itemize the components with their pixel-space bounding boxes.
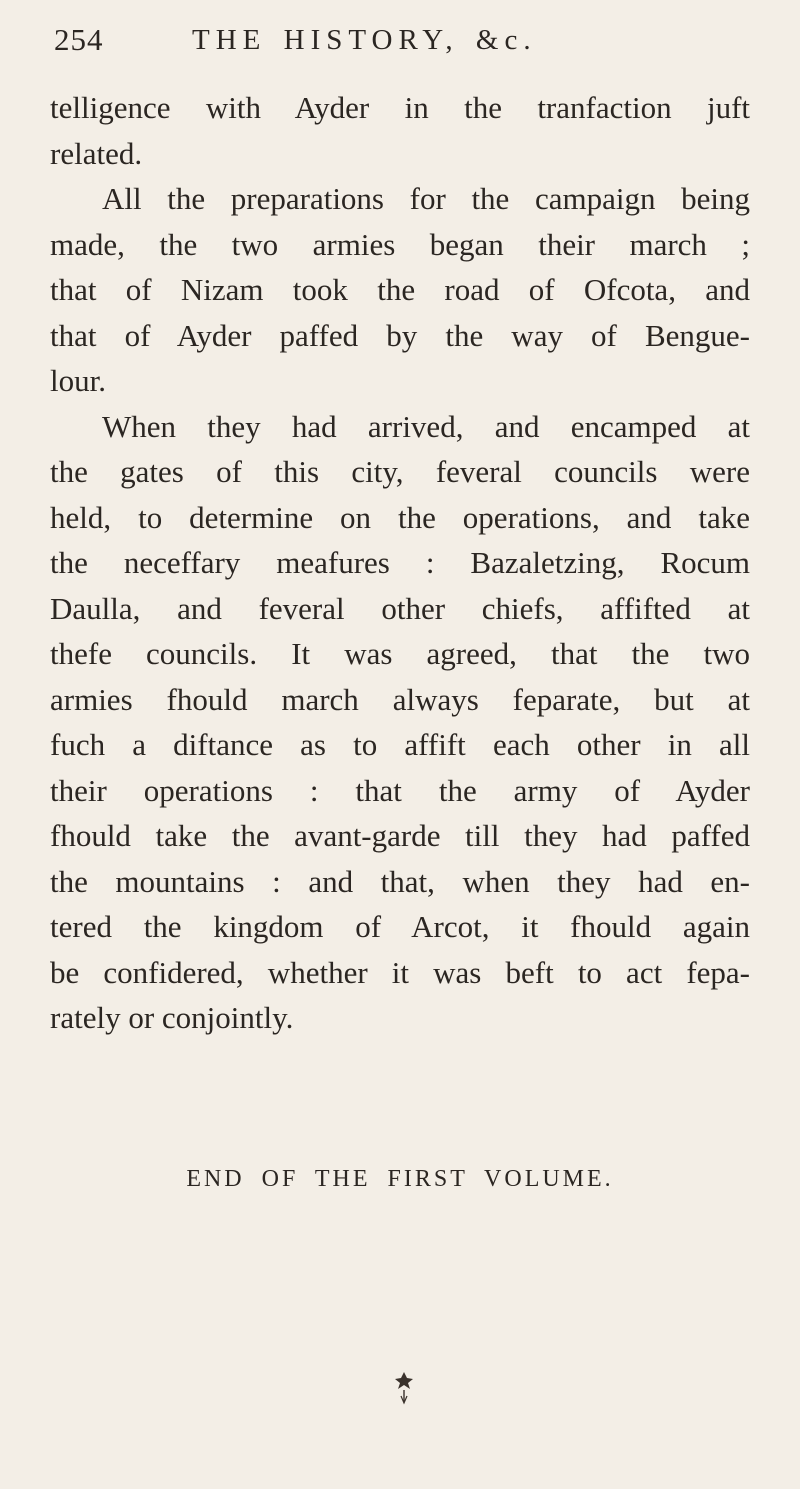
text-line: rately or conjointly. [50, 1000, 294, 1035]
body-text [50, 85, 750, 1041]
text-line: fuch a diftance as to affift each other in all [50, 727, 750, 762]
running-head-title: THE HISTORY, &c. [192, 24, 537, 56]
text-line: lour. [50, 363, 106, 398]
text-line: thefe councils. It was agreed, that the two [50, 636, 750, 671]
text-line: their operations : that the army of Ayder [50, 772, 750, 808]
text-line: be confidered, whether it was beft to act fepa- [50, 954, 750, 990]
text-line: that of Ayder paffed by the way of Bengue- [50, 317, 750, 353]
text-line: the mountains : and that, when they had en- [50, 863, 750, 899]
running-head [50, 18, 750, 68]
text-line: the neceffary meafures : Bazaletzing, Rocum [50, 545, 750, 580]
end-of-volume-colophon: END OF THE FIRST VOLUME. [186, 1166, 614, 1192]
text-line: Daulla, and feveral other chiefs, affifted at [50, 590, 750, 626]
text-line: telligence with Ayder in the tranfaction juft [50, 90, 750, 125]
text-line: tered the kingdom of Arcot, it fhould again [50, 909, 750, 944]
text-line: held, to determine on the operations, and take [50, 499, 750, 535]
text-line: related. [50, 135, 143, 171]
text-line: the gates of this city, feveral councils were [50, 454, 750, 489]
text-line: fhould take the avant-garde till they had paffed [50, 818, 750, 853]
text-line: made, the two armies began their march ; [50, 226, 750, 262]
text-line: armies fhould march always feparate, but at [50, 681, 750, 717]
printers-ornament-icon [392, 1370, 416, 1406]
text-line: that of Nizam took the road of Ofcota, and [50, 272, 750, 307]
page-number: 254 [54, 22, 104, 57]
paragraph-first-line: All the preparations for the campaign being [102, 181, 750, 216]
paragraph-first-line: When they had arrived, and encamped at [102, 408, 750, 444]
